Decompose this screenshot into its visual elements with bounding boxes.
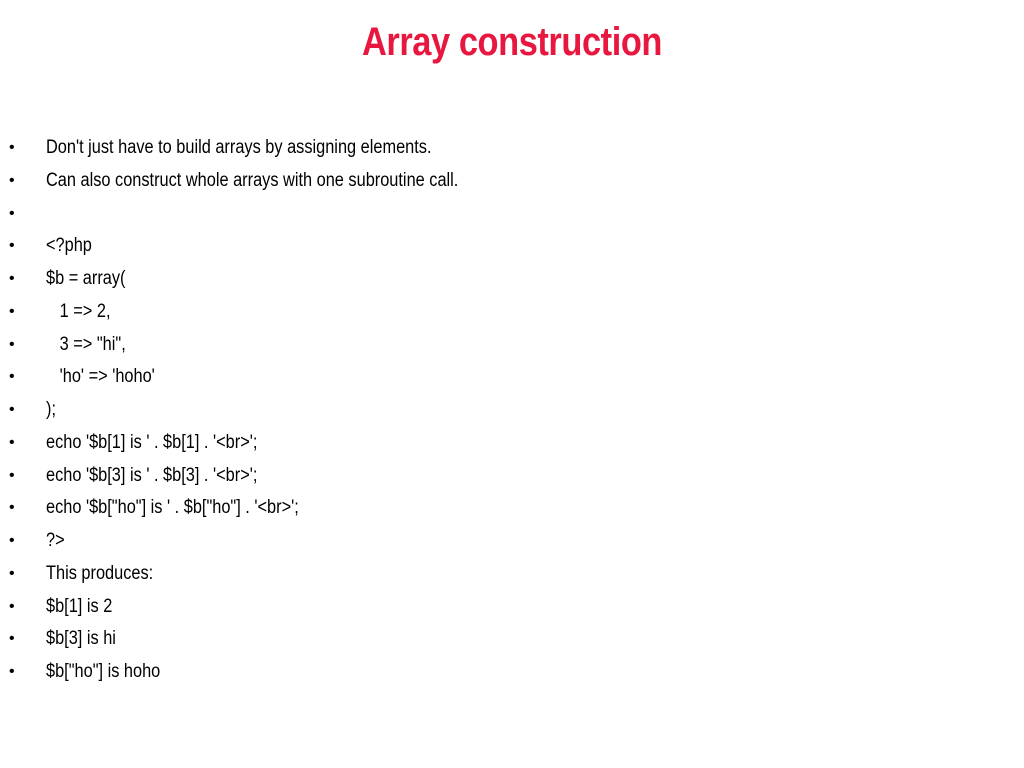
- bullet-item: [0, 591, 1000, 624]
- bullet-list: [0, 132, 1000, 689]
- bullet-text: $b[3] is hi: [46, 628, 116, 650]
- bullet-icon: •: [9, 597, 15, 615]
- bullet-item: [0, 525, 1000, 558]
- bullet-item: [0, 132, 1000, 165]
- bullet-icon: •: [9, 532, 15, 549]
- bullet-text: Don't just have to build arrays by assigning elements.: [46, 137, 432, 158]
- bullet-item: [0, 460, 1000, 493]
- bullet-text: echo '$b["ho"] is ' . $b["ho"] . '<br>';: [46, 497, 299, 519]
- bullet-icon: •: [9, 368, 15, 386]
- bullet-icon: •: [9, 433, 15, 451]
- bullet-item: [0, 623, 1000, 656]
- bullet-item: [0, 198, 1000, 231]
- bullet-text: ?>: [46, 530, 65, 551]
- bullet-item: [0, 263, 1000, 296]
- bullet-icon: •: [9, 401, 15, 418]
- bullet-icon: •: [9, 335, 15, 353]
- bullet-text: 'ho' => 'hoho': [46, 366, 155, 388]
- bullet-text: Can also construct whole arrays with one subroutine call.: [46, 169, 459, 191]
- bullet-item: [0, 492, 1000, 525]
- bullet-text: $b["ho"] is hoho: [46, 661, 161, 682]
- bullet-icon: •: [9, 630, 15, 648]
- bullet-icon: •: [9, 237, 15, 255]
- bullet-icon: •: [9, 663, 15, 680]
- bullet-text: echo '$b[1] is ' . $b[1] . '<br>';: [46, 431, 258, 453]
- bullet-text: $b = array(: [46, 268, 126, 289]
- bullet-icon: •: [9, 302, 15, 320]
- bullet-item: [0, 329, 1000, 362]
- bullet-text: $b[1] is 2: [46, 595, 113, 617]
- bullet-text: 3 => "hi",: [46, 333, 126, 355]
- bullet-icon: •: [9, 139, 15, 156]
- bullet-icon: •: [9, 499, 15, 517]
- slide-title: Array construction: [361, 20, 663, 64]
- bullet-text: );: [46, 399, 56, 420]
- bullet-text: echo '$b[3] is ' . $b[3] . '<br>';: [46, 464, 258, 486]
- bullet-icon: •: [9, 466, 15, 484]
- bullet-text: 1 => 2,: [46, 300, 111, 322]
- bullet-item: [0, 361, 1000, 394]
- bullet-icon: •: [9, 564, 15, 582]
- bullet-item: [0, 656, 1000, 689]
- bullet-item: [0, 558, 1000, 591]
- bullet-item: [0, 230, 1000, 263]
- bullet-icon: •: [9, 270, 15, 287]
- bullet-item: [0, 394, 1000, 427]
- bullet-icon: •: [9, 204, 15, 222]
- bullet-text: This produces:: [46, 562, 154, 584]
- bullet-item: [0, 427, 1000, 460]
- bullet-item: [0, 296, 1000, 329]
- bullet-icon: •: [9, 171, 15, 189]
- bullet-item: [0, 165, 1000, 198]
- bullet-text: <?php: [46, 235, 92, 257]
